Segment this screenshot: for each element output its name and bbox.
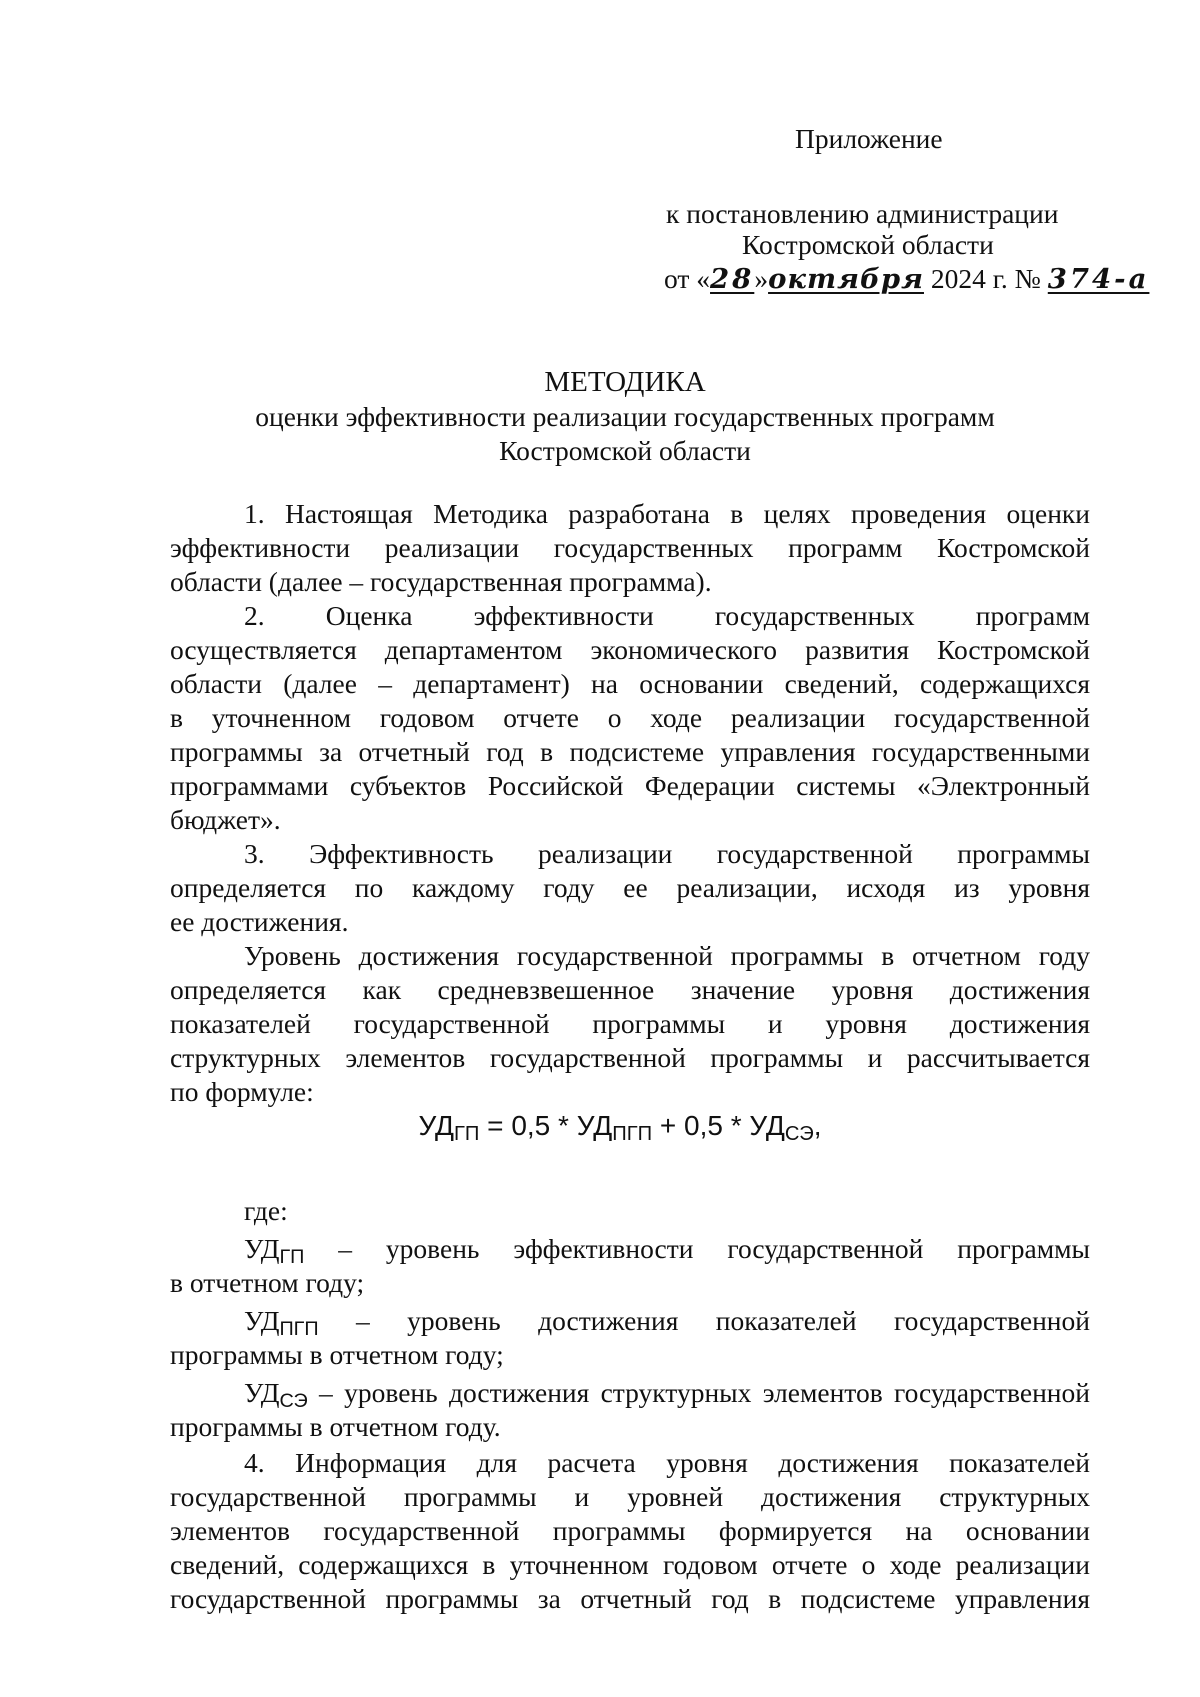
document-title: МЕТОДИКА [544, 366, 706, 398]
para5-line: государственной программы за отчетный год в подсистеме управления [170, 1583, 1090, 1614]
definition-ud-gp-cont: в отчетном году; [170, 1267, 365, 1298]
para3-line: определяется по каждому году ее реализации, исходя из уровня [170, 872, 1090, 903]
document-subtitle-line1: оценки эффективности реализации государственных программ [255, 401, 995, 432]
appendix-label: Приложение [795, 123, 943, 154]
definition-symbol: $УД_{ГП}$ [244, 1233, 305, 1268]
date-prefix: от « [664, 263, 711, 294]
para2-line: бюджет». [170, 804, 281, 835]
para4-line: показателей государственной программы и уровня достижения [170, 1008, 1090, 1039]
para2-line: области (далее – департамент) на основании сведений, содержащихся [170, 668, 1090, 699]
definition-ud-pgp: $УД_{ПГП}$ – уровень достижения показателей государственной [244, 1305, 1090, 1340]
para5-line: сведений, содержащихся в уточненном годовом отчете о ходе реализации [170, 1549, 1090, 1580]
para2-line: осуществляется департаментом экономического развития Костромской [170, 634, 1090, 665]
para4-line: структурных элементов государственной программы и рассчитывается [170, 1042, 1090, 1073]
para2-line: программы за отчетный год в подсистеме управления государственными [170, 736, 1090, 767]
para2-line: программами субъектов Российской Федерации системы «Электронный [170, 770, 1090, 801]
para3-line: ее достижения. [170, 906, 349, 937]
handwritten-day: 28 [710, 263, 755, 295]
para5-line: элементов государственной программы формируется на основании [170, 1515, 1090, 1546]
para2-line: 2. Оценка эффективности государственных программ [244, 600, 1090, 631]
para1-line: области (далее – государственная программа). [170, 566, 712, 597]
para3-line: 3. Эффективность реализации государственной программы [244, 838, 1090, 869]
para5-line: 4. Информация для расчета уровня достижения показателей [244, 1447, 1090, 1478]
handwritten-doc-number: 374-а [1047, 263, 1150, 295]
definition-symbol: $УД_{СЭ}$ [244, 1377, 308, 1412]
definition-ud-se: $УД_{СЭ}$ – уровень достижения структурных элементов государственной [244, 1377, 1090, 1412]
resolution-reference: к постановлению администрации [666, 198, 1059, 229]
definition-ud-pgp-cont: программы в отчетном году; [170, 1339, 504, 1370]
where-label: где: [244, 1195, 288, 1226]
para5-line: государственной программы и уровней достижения структурных [170, 1481, 1090, 1512]
para4-line: по формуле: [170, 1076, 314, 1107]
date-year-number-label: 2024 г. № [930, 263, 1041, 294]
region-name: Костромской области [742, 229, 994, 260]
handwritten-month: октября [768, 263, 924, 295]
document-subtitle-line2: Костромской области [499, 435, 751, 466]
resolution-date-line [664, 263, 1149, 295]
definition-ud-se-cont: программы в отчетном году. [170, 1411, 501, 1442]
date-mid: » [754, 263, 769, 294]
definition-ud-gp: $УД_{ГП}$ – уровень эффективности государственной программы [244, 1233, 1090, 1268]
para1-line: 1. Настоящая Методика разработана в целях проведения оценки [244, 498, 1090, 529]
para4-line: Уровень достижения государственной программы в отчетном году [244, 940, 1090, 971]
definition-symbol: $УД_{ПГП}$ [244, 1305, 319, 1340]
formula: $УД_{ГП} = 0,5 * УД_{ПГП} + 0,5 * УД_{СЭ}$, [418, 1110, 822, 1146]
para1-line: эффективности реализации государственных программ Костромской [170, 532, 1090, 563]
para2-line: в уточненном годовом отчете о ходе реализации государственной [170, 702, 1090, 733]
para4-line: определяется как средневзвешенное значение уровня достижения [170, 974, 1090, 1005]
